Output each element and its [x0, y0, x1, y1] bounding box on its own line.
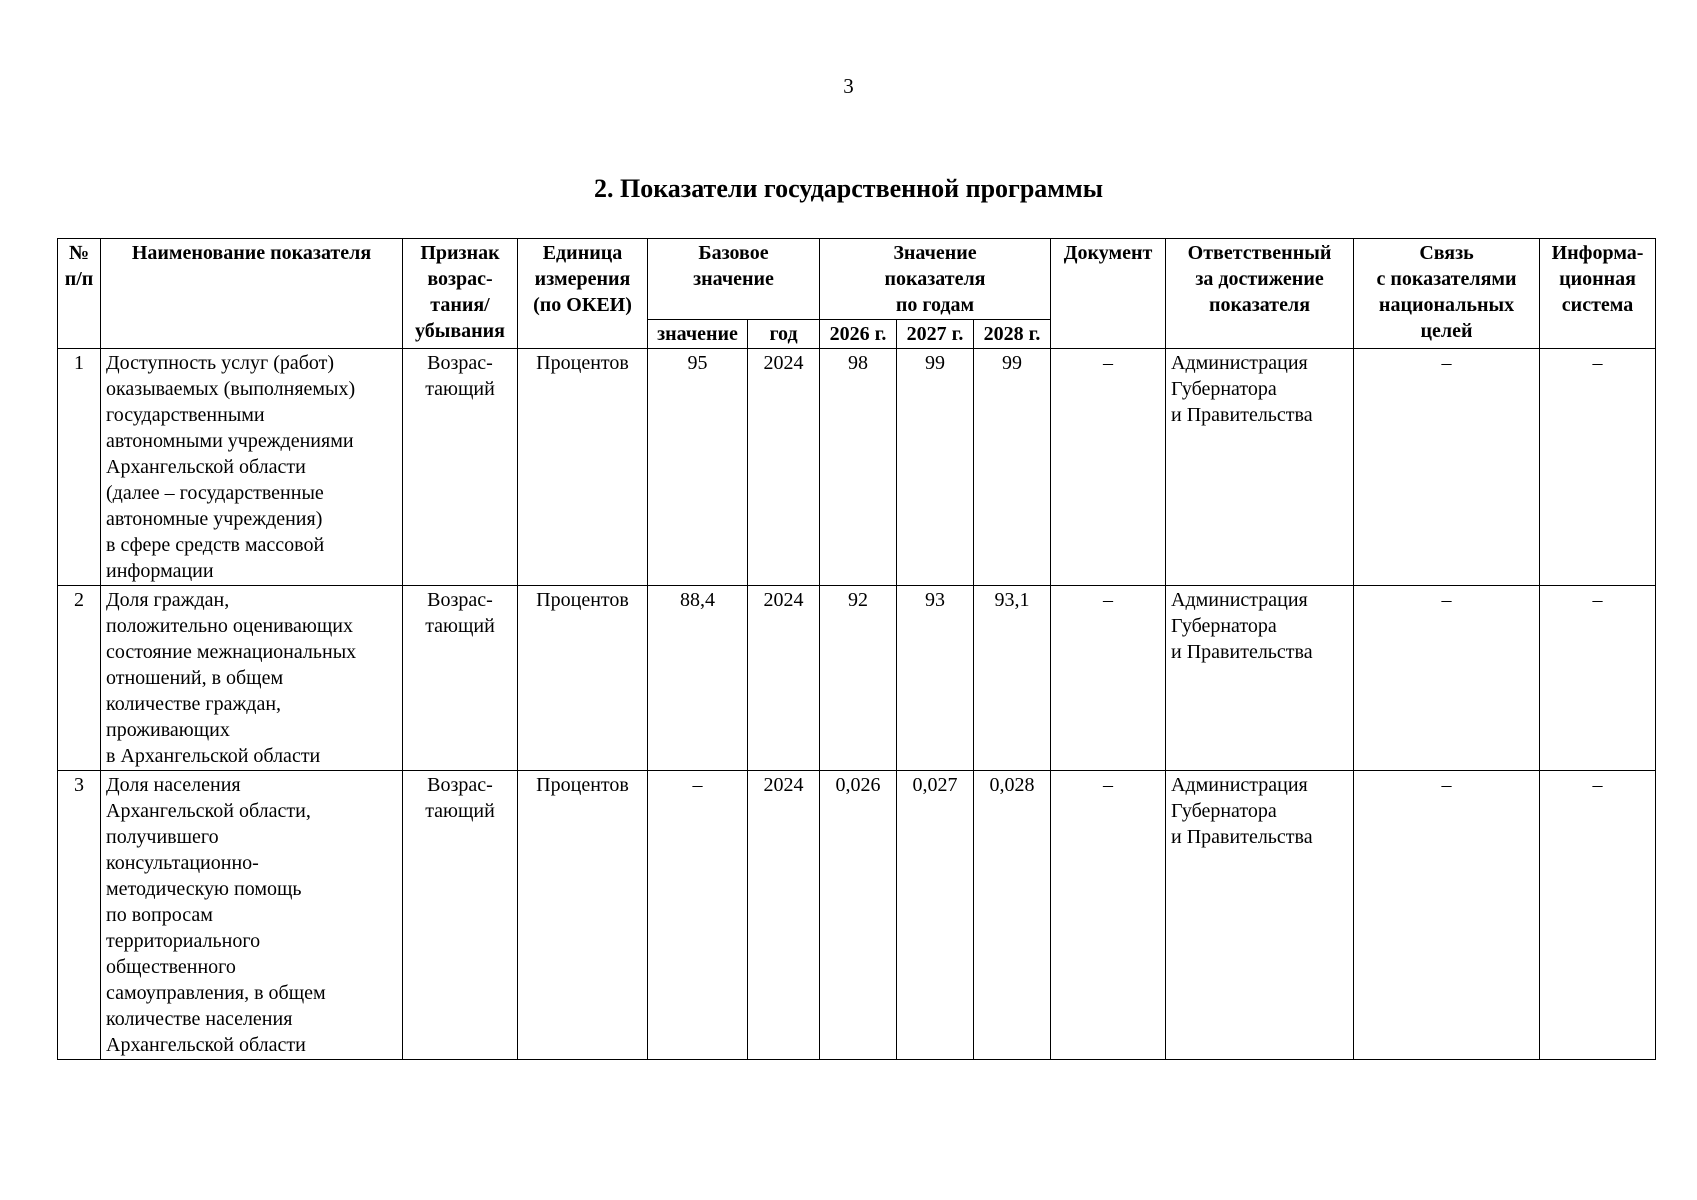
cell-2028: 99 [974, 349, 1051, 586]
cell-2027: 99 [897, 349, 974, 586]
table-row [58, 771, 1656, 1060]
cell-base-value: 95 [648, 349, 748, 586]
cell-base-value: – [648, 771, 748, 1060]
cell-base-year: 2024 [748, 771, 820, 1060]
cell-unit: Процентов [518, 771, 648, 1060]
cell-national-goals-link: – [1354, 771, 1540, 1060]
cell-base-year: 2024 [748, 349, 820, 586]
header-base-value: значение [648, 320, 748, 349]
header-year-2026: 2026 г. [820, 320, 897, 349]
cell-base-value: 88,4 [648, 586, 748, 771]
cell-trend: Возрас- тающий [403, 586, 518, 771]
cell-info-system: – [1540, 586, 1656, 771]
header-year-2028: 2028 г. [974, 320, 1051, 349]
cell-document: – [1051, 349, 1166, 586]
cell-name: Доля населения Архангельской области, получившего консультационно- методическую помощь по вопросам территориального общественного самоуправления, в общем количестве населения Архангельской области [101, 771, 403, 1060]
cell-trend: Возрас- тающий [403, 349, 518, 586]
header-values-by-year: Значение показателя по годам [820, 239, 1051, 320]
header-document: Документ [1051, 239, 1166, 349]
cell-responsible: Администрация Губернатора и Правительства [1166, 771, 1354, 1060]
table-header-row [58, 239, 1656, 320]
page-title: 2. Показатели государственной программы [593, 174, 1104, 203]
header-national-goals-link: Связь с показателями национальных целей [1354, 239, 1540, 349]
cell-num: 1 [58, 349, 101, 586]
header-base-year: год [748, 320, 820, 349]
cell-national-goals-link: – [1354, 586, 1540, 771]
cell-national-goals-link: – [1354, 349, 1540, 586]
header-responsible: Ответственный за достижение показателя [1166, 239, 1354, 349]
cell-2026: 98 [820, 349, 897, 586]
cell-info-system: – [1540, 771, 1656, 1060]
header-base: Базовое значение [648, 239, 820, 320]
page-number: 3 [843, 74, 854, 98]
cell-document: – [1051, 771, 1166, 1060]
header-unit: Единица измерения (по ОКЕИ) [518, 239, 648, 349]
indicators-table [57, 238, 1656, 1060]
cell-2028: 0,028 [974, 771, 1051, 1060]
cell-base-year: 2024 [748, 586, 820, 771]
cell-responsible: Администрация Губернатора и Правительства [1166, 586, 1354, 771]
cell-unit: Процентов [518, 586, 648, 771]
header-name: Наименование показателя [101, 239, 403, 349]
cell-name: Доступность услуг (работ) оказываемых (выполняемых) государственными автономными учреждениями Архангельской области (далее – государственные автономные учреждения) в сфере средств массовой информации [101, 349, 403, 586]
cell-trend: Возрас- тающий [403, 771, 518, 1060]
cell-num: 3 [58, 771, 101, 1060]
cell-document: – [1051, 586, 1166, 771]
cell-2027: 93 [897, 586, 974, 771]
header-year-2027: 2027 г. [897, 320, 974, 349]
cell-2027: 0,027 [897, 771, 974, 1060]
header-info-system: Информа- ционная система [1540, 239, 1656, 349]
cell-unit: Процентов [518, 349, 648, 586]
cell-num: 2 [58, 586, 101, 771]
table-row [58, 586, 1656, 771]
cell-2028: 93,1 [974, 586, 1051, 771]
header-trend: Признак возрас- тания/ убывания [403, 239, 518, 349]
cell-responsible: Администрация Губернатора и Правительства [1166, 349, 1354, 586]
cell-2026: 92 [820, 586, 897, 771]
header-num: № п/п [58, 239, 101, 349]
table-row [58, 349, 1656, 586]
cell-2026: 0,026 [820, 771, 897, 1060]
cell-info-system: – [1540, 349, 1656, 586]
cell-name: Доля граждан, положительно оценивающих состояние межнациональных отношений, в общем количестве граждан, проживающих в Архангельской области [101, 586, 403, 771]
